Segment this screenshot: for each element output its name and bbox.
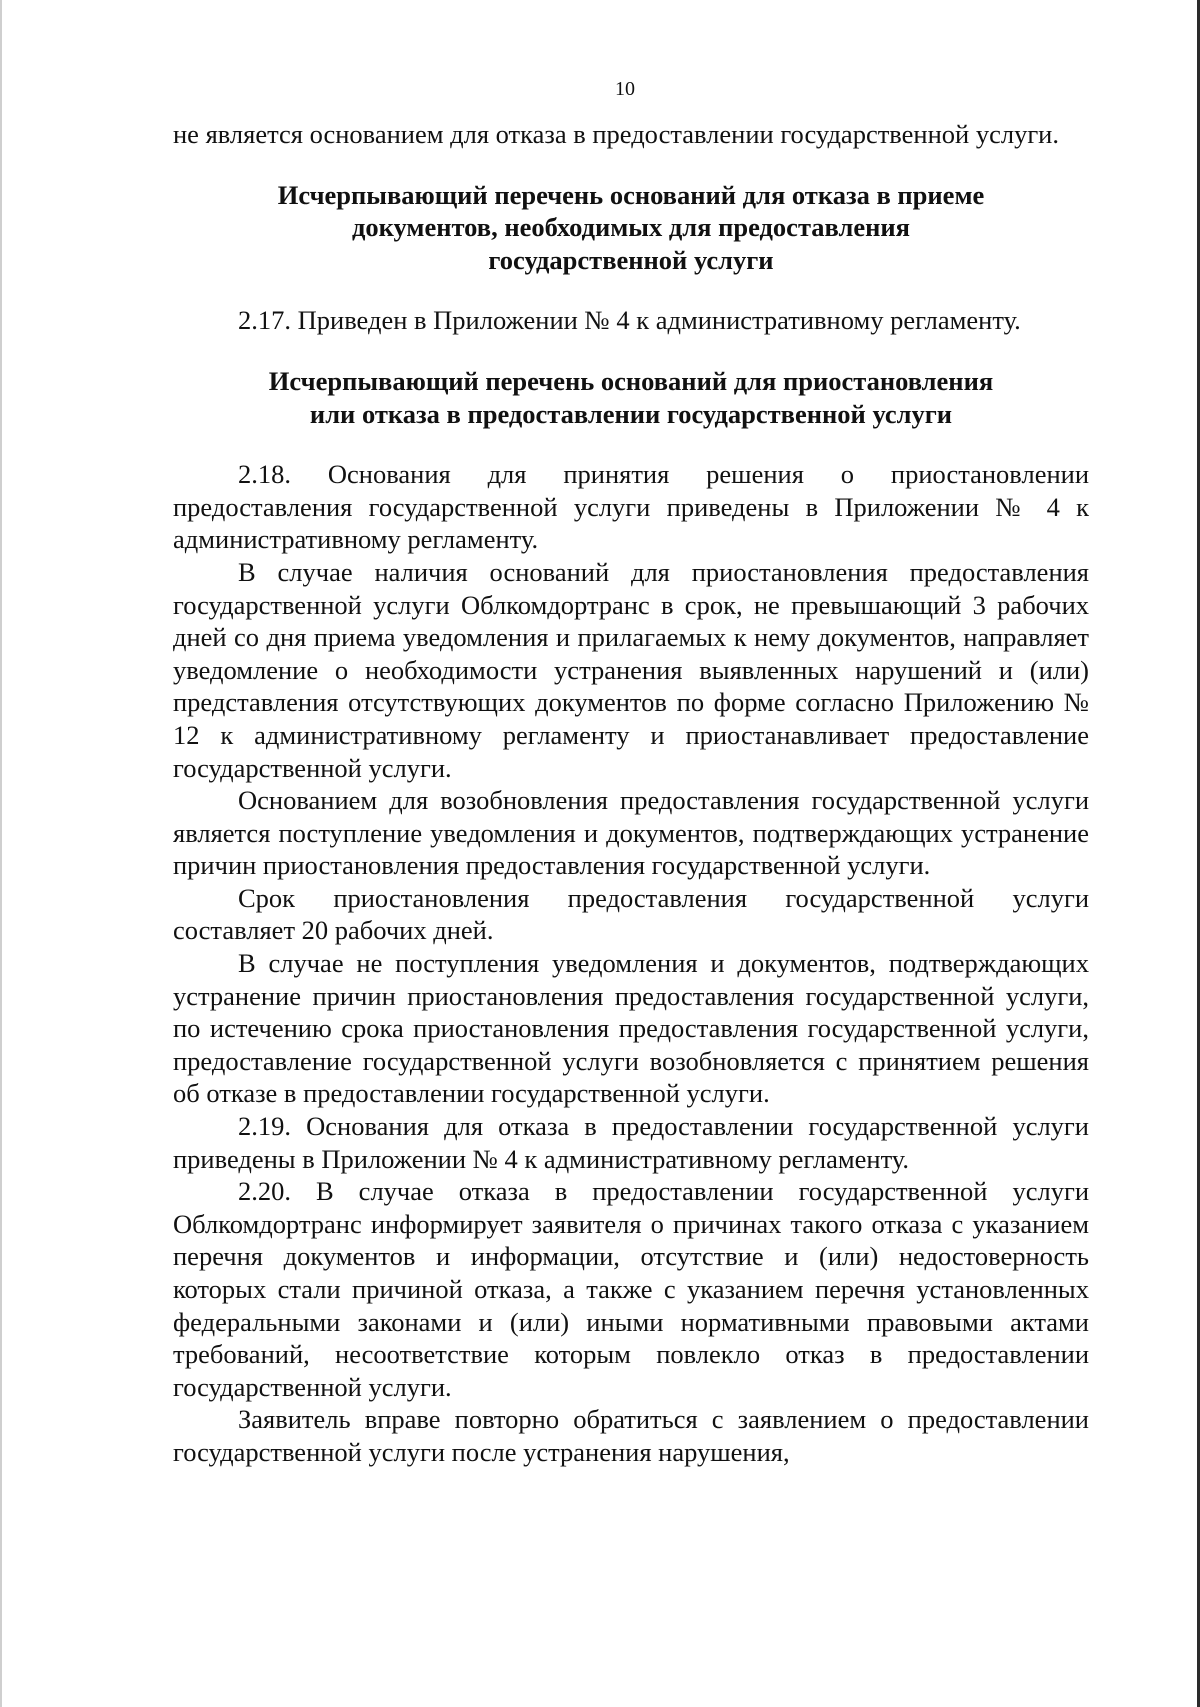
paragraph-2-17: 2.17. Приведен в Приложении № 4 к административному регламенту.	[238, 305, 1021, 336]
paragraph-2-18: 2.18. Основания для принятия решения о приостановлении предоставления государственной услуги приведены в Приложении № 4 к административному регламенту.	[173, 459, 1089, 555]
heading-refusal-reception	[173, 179, 1089, 277]
heading-line: Исчерпывающий перечень оснований для приостановления	[268, 365, 994, 396]
heading-suspension-refusal	[173, 365, 1089, 430]
paragraph-reapply: Заявитель вправе повторно обратиться с заявлением о предоставлении государственной услуги после устранения нарушения,	[173, 1404, 1089, 1467]
page-number: 10	[615, 78, 635, 100]
paragraph-no-receipt: В случае не поступления уведомления и документов, подтверждающих устранение причин приостановления предоставления государственной услуги, по истечению срока приостановления предоставления государственной услуги, предоставление государственной услуги возобновляется с принятием решения об отказе в предоставлении государственной услуги.	[173, 948, 1089, 1109]
heading-line: документов, необходимых для предоставления	[351, 212, 910, 243]
paragraph-2-20: 2.20. В случае отказа в предоставлении государственной услуги Облкомдортранс информирует заявителя о причинах такого отказа с указанием перечня документов и информации, отсутствие и (или) недостоверность которых стали причиной отказа, а также с указанием перечня установленных федеральными законами и (или) иными нормативными правовыми актами требований, несоответствие которым повлекло отказ в предоставлении государственной услуги.	[173, 1176, 1089, 1402]
paragraph-2-19: 2.19. Основания для отказа в предоставлении государственной услуги приведены в Приложении № 4 к административному регламенту.	[173, 1111, 1089, 1174]
heading-line: государственной услуги	[488, 244, 774, 275]
document-body	[173, 118, 1089, 1469]
intro-paragraph: не является основанием для отказа в предоставлении государственной услуги.	[173, 119, 1059, 149]
heading-line: или отказа в предоставлении государственной услуги	[309, 398, 953, 429]
paragraph-suspension: В случае наличия оснований для приостановления предоставления государственной услуги Облкомдортранс в срок, не превышающий 3 рабочих дней со дня приема уведомления и прилагаемых к нему документов, направляет уведомление о необходимости устранения выявленных нарушений и (или) представления отсутствующих документов по форме согласно Приложению № 12 к административному регламенту и приостанавливает предоставление государственной услуги.	[173, 556, 1089, 783]
paragraph-term: Срок приостановления предоставления государственной услуги составляет 20 рабочих дней.	[173, 882, 1089, 946]
heading-line: Исчерпывающий перечень оснований для отказа в приеме	[277, 179, 985, 210]
paragraph-resumption: Основанием для возобновления предоставления государственной услуги является поступление уведомления и документов, подтверждающих устранение причин приостановления предоставления государственной услуги.	[173, 785, 1089, 881]
scan-edge-left	[0, 0, 2, 1707]
